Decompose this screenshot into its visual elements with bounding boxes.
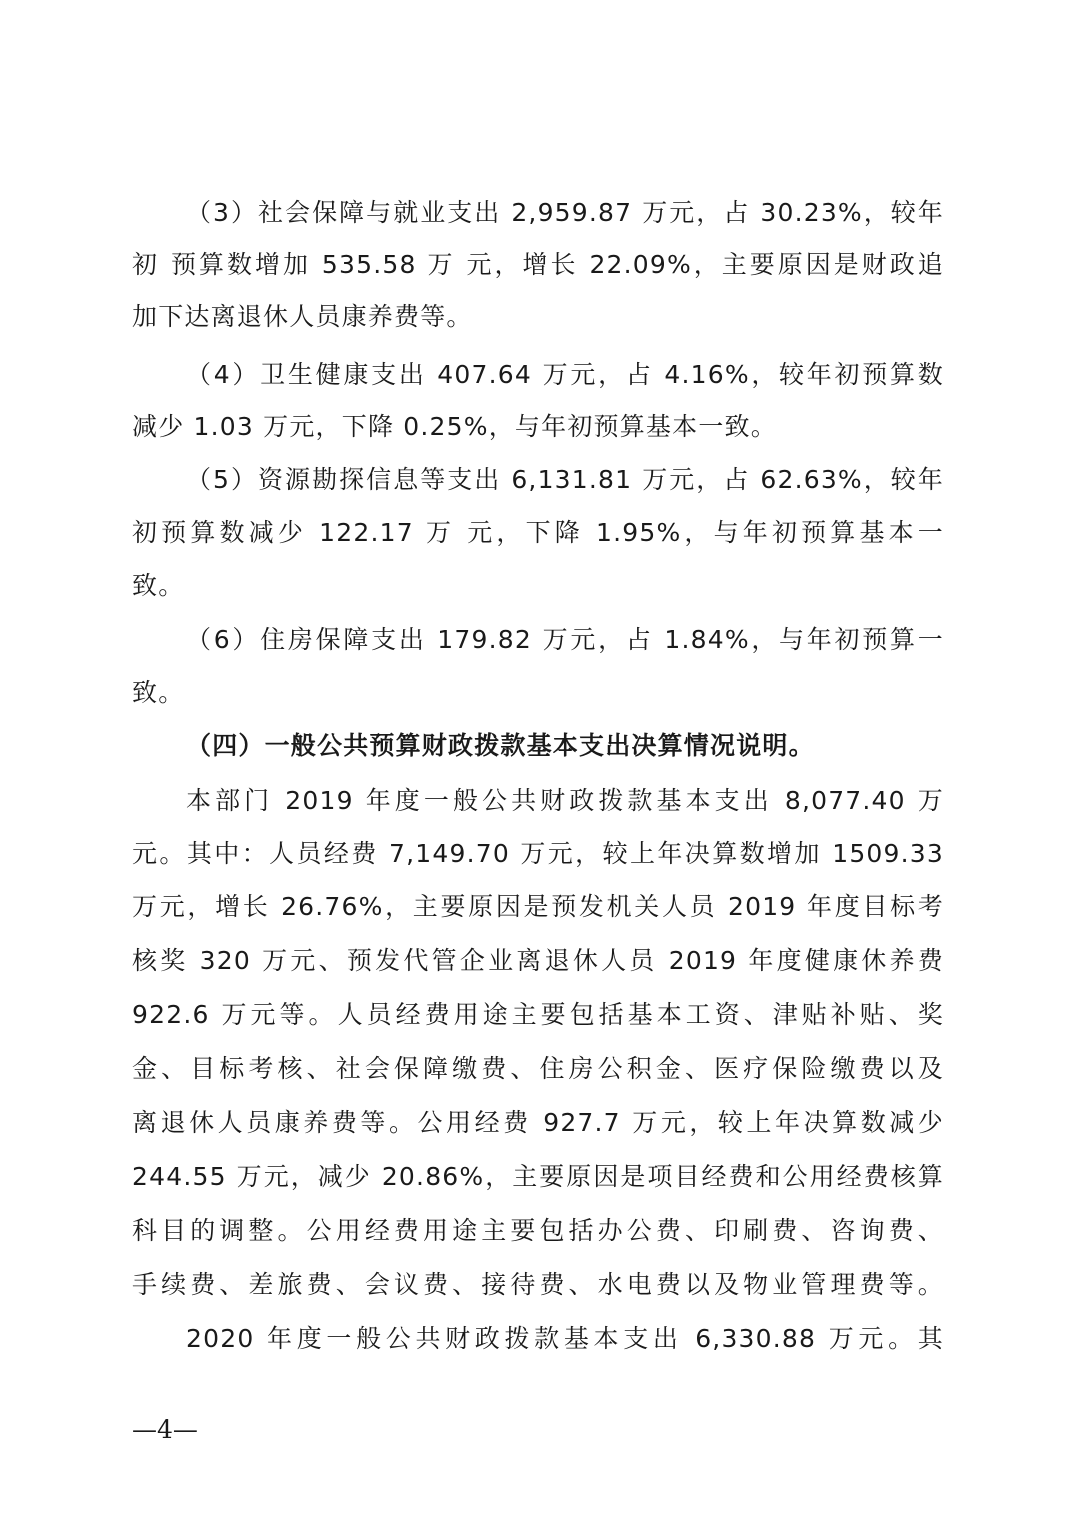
paragraph-basic-expenditure-line-10: 手续费、差旅费、会议费、接待费、水电费以及物业管理费等。: [132, 1270, 944, 1299]
paragraph-2020-expenditure-line-1: 2020 年度一般公共财政拨款基本支出 6,330.88 万元。其: [186, 1324, 944, 1353]
paragraph-basic-expenditure-line-2: 元。其中：人员经费 7,149.70 万元，较上年决算数增加 1509.33: [132, 839, 944, 868]
paragraph-social-security-line-3: 加下达离退休人员康养费等。: [132, 302, 473, 331]
paragraph-social-security-line-1: （3）社会保障与就业支出 2,959.87 万元，占 30.23%，较年: [186, 198, 944, 227]
paragraph-basic-expenditure-line-3: 万元，增长 26.76%，主要原因是预发机关人员 2019 年度目标考: [132, 892, 944, 921]
paragraph-housing-line-2: 致。: [132, 678, 185, 707]
paragraph-health-line-1: （4）卫生健康支出 407.64 万元，占 4.16%，较年初预算数: [186, 360, 944, 389]
paragraph-basic-expenditure-line-8: 244.55 万元，减少 20.86%，主要原因是项目经费和公用经费核算: [132, 1162, 944, 1191]
paragraph-basic-expenditure-line-9: 科目的调整。公用经费用途主要包括办公费、印刷费、咨询费、: [132, 1216, 944, 1245]
paragraph-housing-line-1: （6）住房保障支出 179.82 万元，占 1.84%，与年初预算一: [186, 625, 944, 654]
paragraph-resources-line-1: （5）资源勘探信息等支出 6,131.81 万元，占 62.63%，较年: [186, 465, 944, 494]
paragraph-basic-expenditure-line-6: 金、目标考核、社会保障缴费、住房公积金、医疗保险缴费以及: [132, 1054, 944, 1083]
paragraph-basic-expenditure-line-5: 922.6 万元等。人员经费用途主要包括基本工资、津贴补贴、奖: [132, 1000, 945, 1029]
paragraph-resources-line-2: 初预算数减少 122.17 万 元，下降 1.95%，与年初预算基本一: [132, 518, 944, 547]
page-number: —4—: [132, 1415, 198, 1444]
section-heading-basic-expenditure: （四）一般公共预算财政拨款基本支出决算情况说明。: [186, 731, 815, 760]
paragraph-health-line-2: 减少 1.03 万元，下降 0.25%，与年初预算基本一致。: [132, 412, 777, 441]
paragraph-basic-expenditure-line-7: 离退休人员康养费等。公用经费 927.7 万元，较上年决算数减少: [132, 1108, 944, 1137]
paragraph-social-security-line-2: 初 预算数增加 535.58 万 元，增长 22.09%，主要原因是财政追: [132, 250, 944, 279]
paragraph-resources-line-3: 致。: [132, 571, 185, 600]
paragraph-basic-expenditure-line-4: 核奖 320 万元、预发代管企业离退休人员 2019 年度健康休养费: [132, 946, 944, 975]
paragraph-basic-expenditure-line-1: 本部门 2019 年度一般公共财政拨款基本支出 8,077.40 万: [186, 786, 944, 815]
